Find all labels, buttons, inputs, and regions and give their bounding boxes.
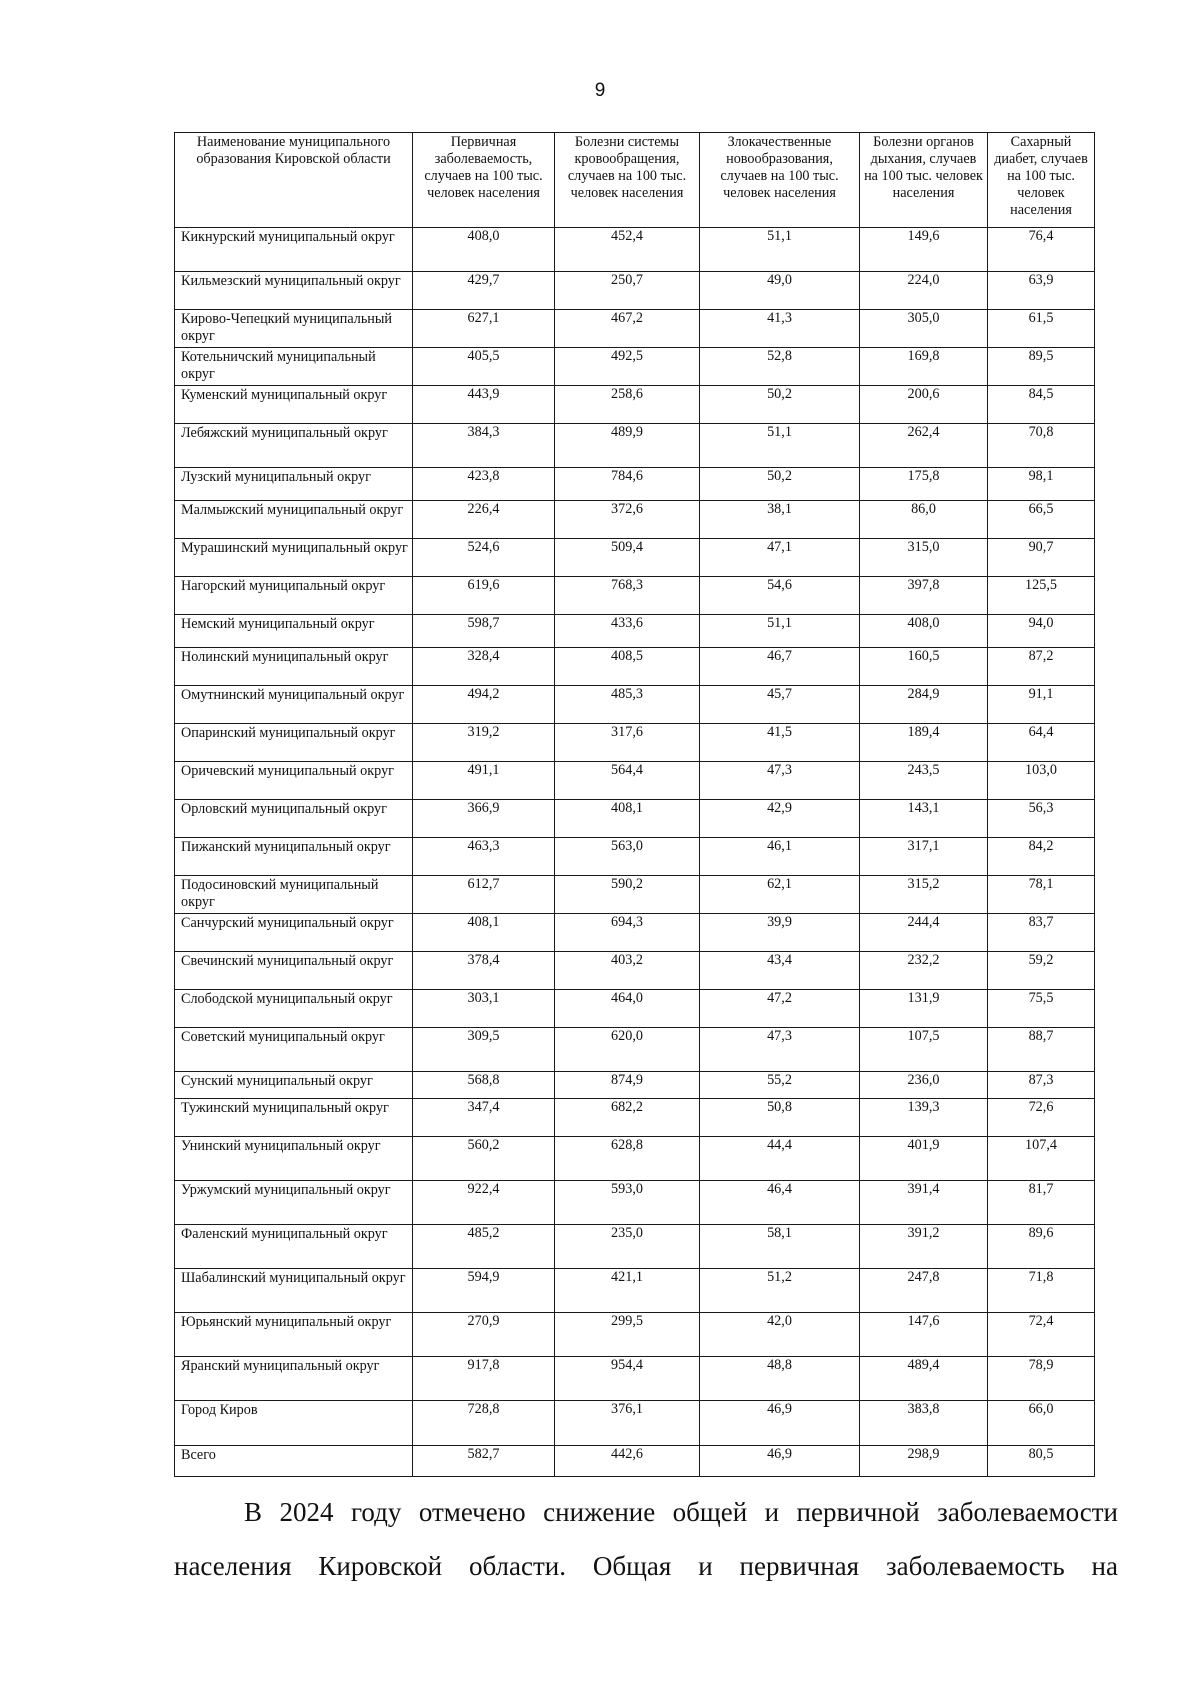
cell-diabetes: 72,6 (988, 1099, 1095, 1137)
cell-circulatory: 563,0 (555, 838, 700, 876)
cell-municipality: Орловский муниципальный округ (175, 800, 413, 838)
table-row (175, 424, 1095, 468)
cell-diabetes: 78,9 (988, 1357, 1095, 1401)
cell-neoplasms: 42,9 (700, 800, 860, 838)
cell-neoplasms: 47,2 (700, 990, 860, 1028)
cell-municipality: Омутнинский муниципальный округ (175, 686, 413, 724)
cell-circulatory: 509,4 (555, 539, 700, 577)
cell-municipality: Фаленский муниципальный округ (175, 1225, 413, 1269)
cell-respiratory: 244,4 (860, 914, 988, 952)
table-row (175, 952, 1095, 990)
cell-diabetes: 64,4 (988, 724, 1095, 762)
cell-primary-morbidity: 303,1 (413, 990, 555, 1028)
cell-circulatory: 467,2 (555, 310, 700, 348)
cell-neoplasms: 41,3 (700, 310, 860, 348)
cell-neoplasms: 46,7 (700, 648, 860, 686)
table-row (175, 1446, 1095, 1477)
cell-circulatory: 258,6 (555, 386, 700, 424)
cell-circulatory: 593,0 (555, 1181, 700, 1225)
table-body (175, 228, 1095, 1477)
cell-circulatory: 628,8 (555, 1137, 700, 1181)
cell-neoplasms: 51,2 (700, 1269, 860, 1313)
cell-circulatory: 874,9 (555, 1072, 700, 1099)
header-respiratory: Болезни органов дыхания, случаев на 100 тыс. человек населения (860, 133, 988, 228)
cell-neoplasms: 41,5 (700, 724, 860, 762)
table-row (175, 1099, 1095, 1137)
cell-respiratory: 175,8 (860, 468, 988, 501)
cell-respiratory: 408,0 (860, 615, 988, 648)
cell-neoplasms: 51,1 (700, 424, 860, 468)
cell-diabetes: 90,7 (988, 539, 1095, 577)
cell-municipality: Малмыжский муниципальный округ (175, 501, 413, 539)
cell-circulatory: 620,0 (555, 1028, 700, 1072)
cell-respiratory: 200,6 (860, 386, 988, 424)
cell-diabetes: 63,9 (988, 272, 1095, 310)
cell-municipality: Уржумский муниципальный округ (175, 1181, 413, 1225)
cell-respiratory: 315,2 (860, 876, 988, 914)
cell-municipality: Шабалинский муниципальный округ (175, 1269, 413, 1313)
cell-neoplasms: 50,2 (700, 468, 860, 501)
cell-diabetes: 61,5 (988, 310, 1095, 348)
paragraph-line-1: В 2024 году отмечено снижение общей и первичной заболеваемости (244, 1497, 1118, 1527)
cell-neoplasms: 42,0 (700, 1313, 860, 1357)
cell-municipality: Мурашинский муниципальный округ (175, 539, 413, 577)
cell-circulatory: 682,2 (555, 1099, 700, 1137)
cell-primary-morbidity: 568,8 (413, 1072, 555, 1099)
cell-diabetes: 125,5 (988, 577, 1095, 615)
table-row (175, 615, 1095, 648)
cell-circulatory: 408,1 (555, 800, 700, 838)
cell-primary-morbidity: 598,7 (413, 615, 555, 648)
cell-circulatory: 452,4 (555, 228, 700, 272)
cell-diabetes: 88,7 (988, 1028, 1095, 1072)
cell-diabetes: 56,3 (988, 800, 1095, 838)
cell-neoplasms: 46,9 (700, 1401, 860, 1446)
cell-municipality: Сунский муниципальный округ (175, 1072, 413, 1099)
cell-diabetes: 89,5 (988, 348, 1095, 386)
cell-circulatory: 433,6 (555, 615, 700, 648)
cell-respiratory: 243,5 (860, 762, 988, 800)
cell-neoplasms: 46,4 (700, 1181, 860, 1225)
cell-diabetes: 84,5 (988, 386, 1095, 424)
table-row (175, 1072, 1095, 1099)
cell-respiratory: 383,8 (860, 1401, 988, 1446)
cell-municipality: Лузский муниципальный округ (175, 468, 413, 501)
cell-primary-morbidity: 328,4 (413, 648, 555, 686)
cell-neoplasms: 39,9 (700, 914, 860, 952)
cell-respiratory: 232,2 (860, 952, 988, 990)
cell-primary-morbidity: 429,7 (413, 272, 555, 310)
cell-circulatory: 421,1 (555, 1269, 700, 1313)
cell-respiratory: 160,5 (860, 648, 988, 686)
table-row (175, 310, 1095, 348)
cell-diabetes: 81,7 (988, 1181, 1095, 1225)
cell-primary-morbidity: 728,8 (413, 1401, 555, 1446)
cell-diabetes: 84,2 (988, 838, 1095, 876)
cell-circulatory: 235,0 (555, 1225, 700, 1269)
table-row (175, 348, 1095, 386)
cell-municipality: Кикнурский муниципальный округ (175, 228, 413, 272)
cell-municipality: Лебяжский муниципальный округ (175, 424, 413, 468)
cell-neoplasms: 47,3 (700, 1028, 860, 1072)
cell-primary-morbidity: 366,9 (413, 800, 555, 838)
table-row (175, 686, 1095, 724)
cell-respiratory: 86,0 (860, 501, 988, 539)
cell-neoplasms: 45,7 (700, 686, 860, 724)
cell-respiratory: 189,4 (860, 724, 988, 762)
cell-primary-morbidity: 560,2 (413, 1137, 555, 1181)
table-row (175, 762, 1095, 800)
cell-respiratory: 298,9 (860, 1446, 988, 1477)
table-row (175, 1401, 1095, 1446)
cell-diabetes: 76,4 (988, 228, 1095, 272)
header-primary-morbidity: Первичная заболеваемость, случаев на 100 тыс. человек населения (413, 133, 555, 228)
cell-circulatory: 489,9 (555, 424, 700, 468)
cell-neoplasms: 52,8 (700, 348, 860, 386)
cell-diabetes: 80,5 (988, 1446, 1095, 1477)
cell-respiratory: 262,4 (860, 424, 988, 468)
cell-primary-morbidity: 612,7 (413, 876, 555, 914)
table-header-row (175, 133, 1095, 228)
cell-respiratory: 131,9 (860, 990, 988, 1028)
table-row (175, 228, 1095, 272)
cell-respiratory: 317,1 (860, 838, 988, 876)
cell-municipality: Котельничский муниципальный округ (175, 348, 413, 386)
cell-municipality: Оричевский муниципальный округ (175, 762, 413, 800)
cell-municipality: Тужинский муниципальный округ (175, 1099, 413, 1137)
cell-diabetes: 98,1 (988, 468, 1095, 501)
cell-neoplasms: 47,3 (700, 762, 860, 800)
cell-diabetes: 72,4 (988, 1313, 1095, 1357)
cell-diabetes: 103,0 (988, 762, 1095, 800)
page-number: 9 (594, 80, 606, 101)
cell-circulatory: 376,1 (555, 1401, 700, 1446)
cell-primary-morbidity: 494,2 (413, 686, 555, 724)
cell-municipality: Яранский муниципальный округ (175, 1357, 413, 1401)
header-municipality: Наименование муниципального образования Кировской области (175, 133, 413, 228)
cell-diabetes: 83,7 (988, 914, 1095, 952)
cell-primary-morbidity: 594,9 (413, 1269, 555, 1313)
cell-circulatory: 403,2 (555, 952, 700, 990)
cell-primary-morbidity: 408,0 (413, 228, 555, 272)
header-diabetes: Сахарный диабет, случаев на 100 тыс. человек населения (988, 133, 1095, 228)
cell-diabetes: 70,8 (988, 424, 1095, 468)
table-row (175, 468, 1095, 501)
cell-municipality: Нолинский муниципальный округ (175, 648, 413, 686)
table-row (175, 1357, 1095, 1401)
cell-primary-morbidity: 408,1 (413, 914, 555, 952)
paragraph-line-2: населения Кировской области. Общая и первичная заболеваемость на (174, 1551, 1118, 1581)
cell-primary-morbidity: 270,9 (413, 1313, 555, 1357)
cell-municipality: Куменский муниципальный округ (175, 386, 413, 424)
table-row (175, 838, 1095, 876)
cell-primary-morbidity: 582,7 (413, 1446, 555, 1477)
cell-respiratory: 391,2 (860, 1225, 988, 1269)
cell-circulatory: 317,6 (555, 724, 700, 762)
cell-respiratory: 284,9 (860, 686, 988, 724)
cell-municipality: Санчурский муниципальный округ (175, 914, 413, 952)
table-row (175, 539, 1095, 577)
cell-diabetes: 91,1 (988, 686, 1095, 724)
cell-respiratory: 391,4 (860, 1181, 988, 1225)
cell-primary-morbidity: 524,6 (413, 539, 555, 577)
table-row (175, 1313, 1095, 1357)
cell-respiratory: 489,4 (860, 1357, 988, 1401)
table-row (175, 914, 1095, 952)
table-row (175, 577, 1095, 615)
cell-neoplasms: 50,2 (700, 386, 860, 424)
cell-neoplasms: 46,1 (700, 838, 860, 876)
cell-primary-morbidity: 319,2 (413, 724, 555, 762)
cell-respiratory: 247,8 (860, 1269, 988, 1313)
cell-diabetes: 87,2 (988, 648, 1095, 686)
cell-diabetes: 71,8 (988, 1269, 1095, 1313)
cell-circulatory: 442,6 (555, 1446, 700, 1477)
cell-diabetes: 66,5 (988, 501, 1095, 539)
cell-primary-morbidity: 347,4 (413, 1099, 555, 1137)
table-row (175, 386, 1095, 424)
cell-circulatory: 250,7 (555, 272, 700, 310)
cell-circulatory: 784,6 (555, 468, 700, 501)
table-row (175, 1269, 1095, 1313)
cell-municipality: Унинский муниципальный округ (175, 1137, 413, 1181)
cell-diabetes: 87,3 (988, 1072, 1095, 1099)
cell-respiratory: 169,8 (860, 348, 988, 386)
cell-respiratory: 149,6 (860, 228, 988, 272)
cell-circulatory: 485,3 (555, 686, 700, 724)
cell-primary-morbidity: 922,4 (413, 1181, 555, 1225)
cell-neoplasms: 43,4 (700, 952, 860, 990)
cell-municipality: Кирово-Чепецкий муниципальный округ (175, 310, 413, 348)
cell-municipality: Нагорский муниципальный округ (175, 577, 413, 615)
table-row (175, 648, 1095, 686)
cell-circulatory: 408,5 (555, 648, 700, 686)
cell-respiratory: 224,0 (860, 272, 988, 310)
cell-diabetes: 59,2 (988, 952, 1095, 990)
cell-neoplasms: 51,1 (700, 615, 860, 648)
cell-municipality: Свечинский муниципальный округ (175, 952, 413, 990)
cell-neoplasms: 48,8 (700, 1357, 860, 1401)
cell-primary-morbidity: 423,8 (413, 468, 555, 501)
cell-circulatory: 590,2 (555, 876, 700, 914)
cell-municipality: Пижанский муниципальный округ (175, 838, 413, 876)
cell-municipality: Кильмезский муниципальный округ (175, 272, 413, 310)
cell-respiratory: 397,8 (860, 577, 988, 615)
cell-circulatory: 694,3 (555, 914, 700, 952)
cell-diabetes: 66,0 (988, 1401, 1095, 1446)
cell-neoplasms: 54,6 (700, 577, 860, 615)
table-row (175, 1137, 1095, 1181)
cell-circulatory: 492,5 (555, 348, 700, 386)
cell-municipality: Слободской муниципальный округ (175, 990, 413, 1028)
cell-diabetes: 78,1 (988, 876, 1095, 914)
cell-diabetes: 94,0 (988, 615, 1095, 648)
cell-respiratory: 236,0 (860, 1072, 988, 1099)
table-row (175, 876, 1095, 914)
table-row (175, 724, 1095, 762)
cell-municipality: Всего (175, 1446, 413, 1477)
table-row (175, 1181, 1095, 1225)
cell-neoplasms: 38,1 (700, 501, 860, 539)
cell-neoplasms: 55,2 (700, 1072, 860, 1099)
cell-diabetes: 107,4 (988, 1137, 1095, 1181)
cell-respiratory: 401,9 (860, 1137, 988, 1181)
cell-municipality: Советский муниципальный округ (175, 1028, 413, 1072)
cell-primary-morbidity: 619,6 (413, 577, 555, 615)
cell-circulatory: 299,5 (555, 1313, 700, 1357)
cell-neoplasms: 47,1 (700, 539, 860, 577)
cell-diabetes: 89,6 (988, 1225, 1095, 1269)
cell-neoplasms: 49,0 (700, 272, 860, 310)
morbidity-table (174, 132, 1095, 1477)
cell-neoplasms: 44,4 (700, 1137, 860, 1181)
cell-respiratory: 305,0 (860, 310, 988, 348)
cell-circulatory: 464,0 (555, 990, 700, 1028)
cell-primary-morbidity: 917,8 (413, 1357, 555, 1401)
cell-circulatory: 768,3 (555, 577, 700, 615)
cell-diabetes: 75,5 (988, 990, 1095, 1028)
cell-municipality: Немский муниципальный округ (175, 615, 413, 648)
cell-neoplasms: 50,8 (700, 1099, 860, 1137)
cell-respiratory: 315,0 (860, 539, 988, 577)
cell-circulatory: 372,6 (555, 501, 700, 539)
cell-primary-morbidity: 443,9 (413, 386, 555, 424)
cell-neoplasms: 58,1 (700, 1225, 860, 1269)
cell-neoplasms: 62,1 (700, 876, 860, 914)
cell-municipality: Опаринский муниципальный округ (175, 724, 413, 762)
cell-circulatory: 954,4 (555, 1357, 700, 1401)
cell-primary-morbidity: 405,5 (413, 348, 555, 386)
cell-primary-morbidity: 384,3 (413, 424, 555, 468)
cell-neoplasms: 46,9 (700, 1446, 860, 1477)
cell-respiratory: 143,1 (860, 800, 988, 838)
table-row (175, 501, 1095, 539)
table-row (175, 1225, 1095, 1269)
header-neoplasms: Злокачественные новообразования, случаев на 100 тыс. человек населения (700, 133, 860, 228)
table-row (175, 990, 1095, 1028)
cell-respiratory: 147,6 (860, 1313, 988, 1357)
cell-primary-morbidity: 309,5 (413, 1028, 555, 1072)
cell-primary-morbidity: 226,4 (413, 501, 555, 539)
cell-municipality: Город Киров (175, 1401, 413, 1446)
cell-primary-morbidity: 491,1 (413, 762, 555, 800)
table-row (175, 272, 1095, 310)
cell-circulatory: 564,4 (555, 762, 700, 800)
cell-primary-morbidity: 463,3 (413, 838, 555, 876)
header-circulatory: Болезни системы кровообращения, случаев на 100 тыс. человек населения (555, 133, 700, 228)
cell-primary-morbidity: 378,4 (413, 952, 555, 990)
cell-primary-morbidity: 627,1 (413, 310, 555, 348)
table-row (175, 800, 1095, 838)
cell-respiratory: 139,3 (860, 1099, 988, 1137)
table-row (175, 1028, 1095, 1072)
cell-municipality: Юрьянский муниципальный округ (175, 1313, 413, 1357)
cell-neoplasms: 51,1 (700, 228, 860, 272)
cell-respiratory: 107,5 (860, 1028, 988, 1072)
cell-municipality: Подосиновский муниципальный округ (175, 876, 413, 914)
cell-primary-morbidity: 485,2 (413, 1225, 555, 1269)
